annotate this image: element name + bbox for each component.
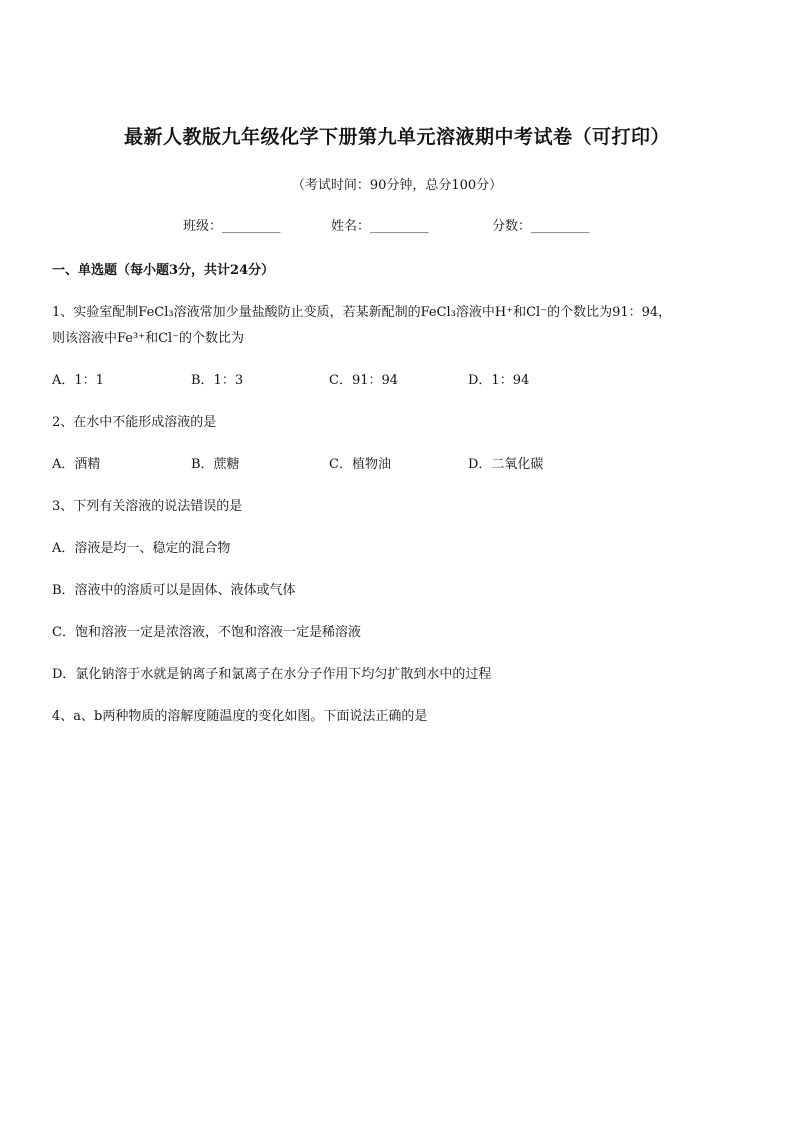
score-field-label: 分数：_________ — [492, 219, 590, 234]
question-3-stem: 3、下列有关溶液的说法错误的是 — [52, 499, 243, 514]
question-2-stem: 2、在水中不能形成溶液的是 — [52, 415, 217, 430]
question-1-stem-line-2: 则该溶液中Fe³⁺和Cl⁻的个数比为 — [52, 331, 245, 346]
question-2-option-a: A．酒精 — [52, 457, 101, 472]
question-4-stem: 4、a、b两种物质的溶解度随温度的变化如图。下面说法正确的是 — [52, 709, 428, 724]
class-field-label: 班级：_________ — [183, 219, 281, 234]
question-1-option-c: C．91：94 — [329, 373, 399, 388]
question-2-option-b: B．蔗糖 — [191, 457, 240, 472]
question-3-option-c: C．饱和溶液一定是浓溶液，不饱和溶液一定是稀溶液 — [52, 625, 361, 640]
question-1-option-b: B．1：3 — [191, 373, 244, 388]
name-field-label: 姓名：_________ — [331, 219, 429, 234]
page-title: 最新人教版九年级化学下册第九单元溶液期中考试卷（可打印） — [123, 126, 670, 148]
question-2-option-c: C．植物油 — [329, 457, 391, 472]
question-3-option-d: D．氯化钠溶于水就是钠离子和氯离子在水分子作用下均匀扩散到水中的过程 — [52, 667, 492, 682]
question-1-option-d: D．1：94 — [468, 373, 530, 388]
question-3-option-a: A．溶液是均一、稳定的混合物 — [52, 541, 231, 556]
question-1-stem-line-1: 1、实验室配制FeCl₃溶液常加少量盐酸防止变质，若某新配制的FeCl₃溶液中H⁺和Cl⁻的个数比为91：94， — [52, 305, 672, 320]
question-3-option-b: B．溶液中的溶质可以是固体、液体或气体 — [52, 583, 296, 598]
question-2-option-d: D．二氧化碳 — [468, 457, 544, 472]
section-heading: 一、单选题（每小题3分，共计24分） — [52, 263, 275, 278]
question-1-option-a: A．1：1 — [52, 373, 104, 388]
exam-time-note: （考试时间：90分钟，总分100分） — [291, 178, 503, 193]
